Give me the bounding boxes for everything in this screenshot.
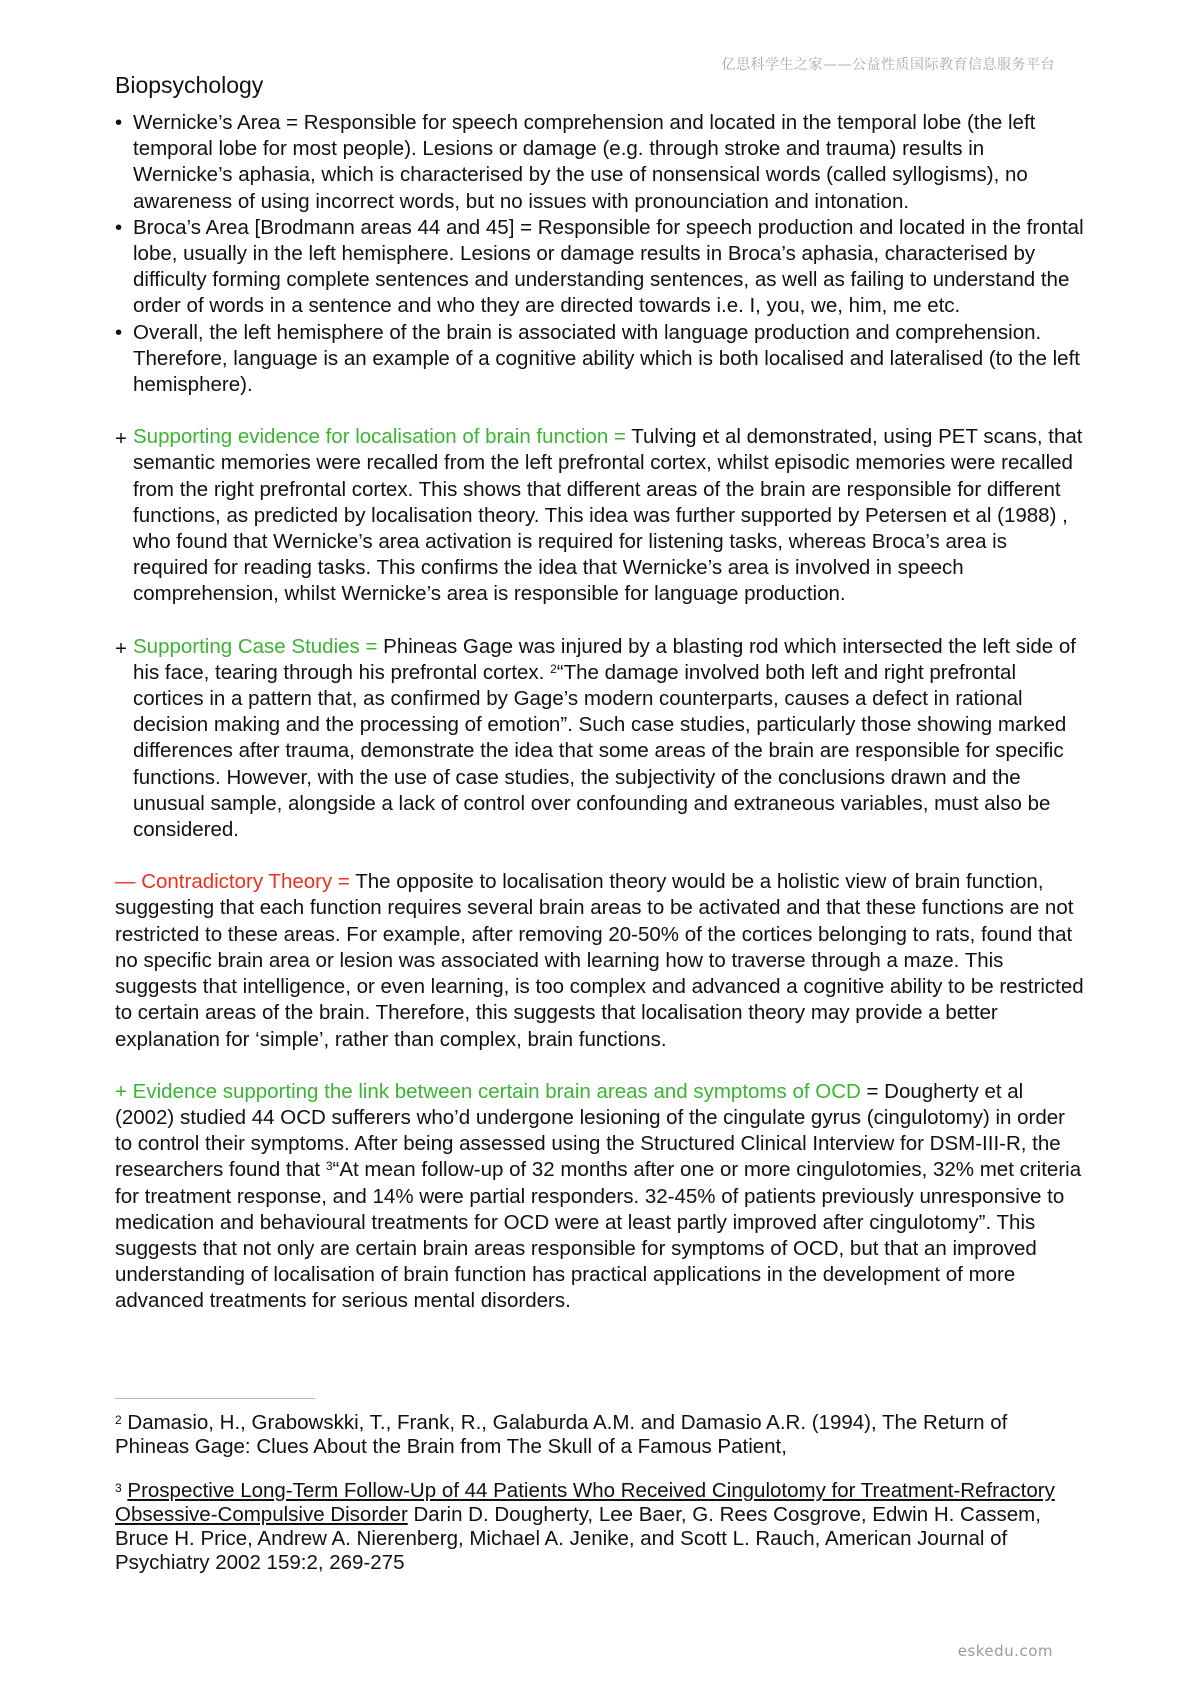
bullet-text: Broca’s Area [Brodmann areas 44 and 45] = Responsible for speech production and located in the frontal lobe, usually in the left hemisphere. Lesions or damage results in Broca’s aphasia, characterised by difficulty forming complete sentences and understanding sentences, as well as failing to understand the order of words in a sentence and who they are directed towards i.e. I, you, we, him, me etc.: [133, 215, 1084, 318]
footnote-text: Darin D. Dougherty, Lee Baer, G. Rees Cosgrove, Edwin H. Cassem, Bruce H. Price, Andrew A. Nierenberg, Michael A. Jenike, and Scott L. Rauch, American Journal of Psychiatry 2002 159:2, 269-275: [115, 1503, 1041, 1574]
evidence-localisation-paragraph: [115, 424, 1087, 607]
case-studies-paragraph: [115, 634, 1087, 844]
contradictory-theory-label: — Contradictory Theory =: [115, 870, 350, 894]
footnote-2: [115, 1411, 1087, 1459]
footnote-citation-link[interactable]: Prospective Long-Term Follow-Up of 44 Patients Who Received Cingulotomy for Treatment-Refractory Obsessive-Compulsive Disorder: [115, 1479, 1055, 1526]
page-title: Biopsychology: [115, 72, 264, 98]
footnote-number: 2: [115, 1413, 122, 1427]
header-watermark: 亿思科学生之家——公益性质国际教育信息服务平台: [721, 57, 1055, 73]
plus-icon: +: [115, 427, 127, 451]
evidence-localisation-label: Supporting evidence for localisation of brain function =: [133, 425, 626, 449]
contradictory-theory-text: The opposite to localisation theory would be a holistic view of brain function, suggesting that each function requires several brain areas to be activated and that these functions are not restricted to these areas. For example, after removing 20-50% of the cortices belonging to rats, found that no specific brain area or lesion was associated with learning how to traverse through a maze. This suggests that intelligence, or even learning, is too complex and advanced a cognitive ability to be restricted to certain areas of the brain. Therefore, this suggests that localisation theory may provide a better explanation for ‘simple’, rather than complex, brain functions.: [115, 870, 1084, 1051]
document-body: [115, 70, 1087, 1315]
footnote-ref-3[interactable]: 3: [325, 1159, 333, 1174]
evidence-localisation-text: Tulving et al demonstrated, using PET scans, that semantic memories were recalled from the left prefrontal cortex, whilst episodic memories were recalled from the right prefrontal cortex. This shows that different areas of the brain are responsible for different functions, as predicted by localisation theory. This idea was further supported by Petersen et al (1988) , who found that Wernicke’s area activation is required for listening tasks, whereas Broca’s area is required for reading tasks. This confirms the idea that Wernicke’s area is involved in speech comprehension, whilst Wernicke’s area is responsible for language production.: [133, 425, 1083, 606]
bullet-item-wernicke: [115, 110, 1087, 215]
bullet-item-broca: [115, 215, 1087, 320]
footnote-divider: [115, 1398, 315, 1399]
ocd-evidence-text-before: = Dougherty et al (2002) studied 44 OCD sufferers who’d undergone lesioning of the cingulate gyrus (cingulotomy) in order to control their symptoms. After being assessed using the Structured Clinical Interview for DSM-III-R, the researchers found that: [115, 1079, 1065, 1182]
contradictory-theory-paragraph: [115, 869, 1087, 1052]
case-studies-text-before: Phineas Gage was injured by a blasting rod which intersected the left side of his face, tearing through his prefrontal cortex.: [133, 634, 1076, 684]
footnote-text: Damasio, H., Grabowskki, T., Frank, R., Galaburda A.M. and Damasio A.R. (1994), The Return of Phineas Gage: Clues About the Brain from The Skull of a Famous Patient,: [115, 1411, 1008, 1458]
bullet-item-left-hemisphere: [115, 320, 1087, 399]
bullet-icon: •: [115, 320, 123, 344]
bullet-list: [115, 110, 1087, 398]
bullet-icon: •: [115, 111, 123, 134]
footnote-3: [115, 1479, 1087, 1575]
footnotes: [115, 1411, 1087, 1575]
case-studies-label: Supporting Case Studies =: [133, 634, 378, 658]
plus-icon: +: [115, 636, 127, 660]
case-studies-text-after: “The damage involved both left and right prefrontal cortices in a pattern that, as confirmed by Gage’s modern counterparts, causes a defect in rational decision making and the processing of emotion”. Such case studies, particularly those showing marked differences after trauma, demonstrate the idea that some areas of the brain are responsible for specific functions. However, with the use of case studies, the subjectivity of the conclusions drawn and the unusual sample, alongside a lack of control over confounding and extraneous variables, must also be considered.: [133, 660, 1067, 842]
ocd-evidence-paragraph: [115, 1079, 1087, 1315]
bullet-icon: •: [115, 215, 123, 239]
ocd-evidence-text-after: “At mean follow-up of 32 months after one or more cingulotomies, 32% met criteria for treatment response, and 14% were partial responders. 32-45% of patients previously unresponsive to medication and behavioural treatments for OCD were at least partly improved after cingulotomy”. This suggests that not only are certain brain areas responsible for symptoms of OCD, but that an improved understanding of localisation of brain function has practical applications in the development of more advanced treatments for serious mental disorders.: [115, 1158, 1082, 1313]
footnote-ref-2[interactable]: 2: [550, 661, 557, 676]
ocd-evidence-label: + Evidence supporting the link between certain brain areas and symptoms of OCD: [115, 1079, 861, 1103]
bullet-text: Overall, the left hemisphere of the brain is associated with language production and comprehension. Therefore, language is an example of a cognitive ability which is both localised and lateralised (to the left hemisphere).: [133, 320, 1080, 397]
footnote-number: 3: [115, 1481, 122, 1495]
bullet-text: Wernicke’s Area = Responsible for speech comprehension and located in the temporal lobe (the left temporal lobe for most people). Lesions or damage (e.g. through stroke and trauma) results in Wernicke’s aphasia, which is characterised by the use of nonsensical words (called syllogisms), no awareness of using incorrect words, but no issues with pronounciation and intonation.: [133, 111, 1036, 213]
footer-watermark: eskedu.com: [957, 1642, 1053, 1660]
